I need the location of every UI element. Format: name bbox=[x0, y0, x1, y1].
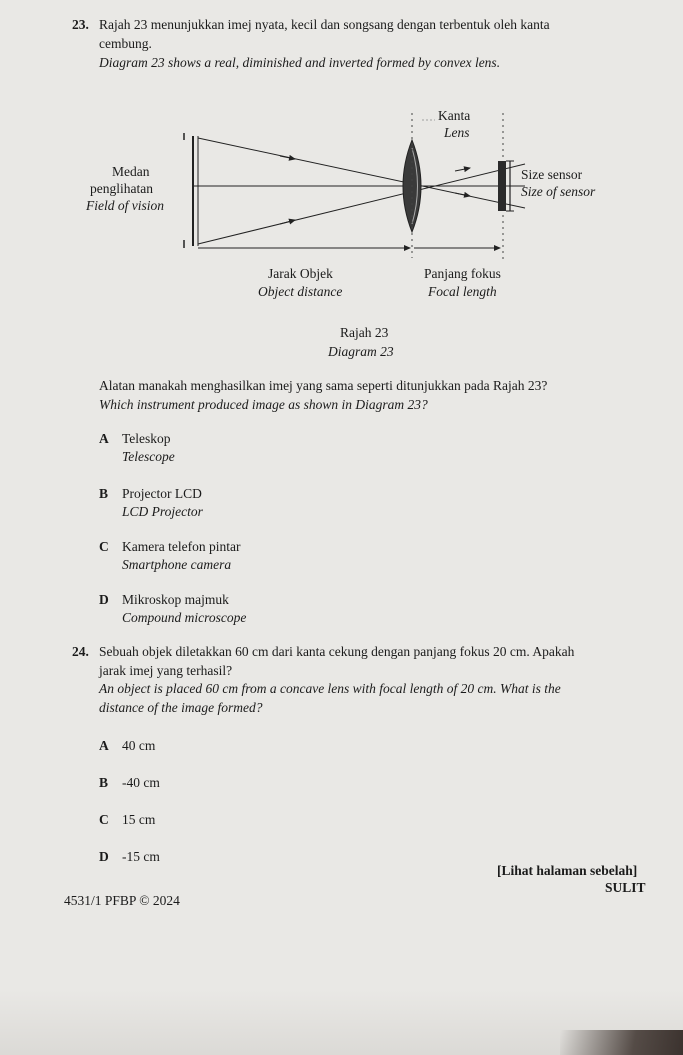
q24-option-a-letter: A bbox=[99, 738, 109, 753]
diagram-caption-english: Diagram 23 bbox=[328, 344, 394, 359]
label-lens-english: Lens bbox=[444, 125, 470, 140]
q23-option-a-english[interactable]: Telescope bbox=[122, 449, 175, 464]
label-lens-malay: Kanta bbox=[438, 108, 471, 123]
label-object-distance-malay: Jarak Objek bbox=[268, 266, 333, 281]
next-page-note: [Lihat halaman sebelah] bbox=[497, 863, 638, 878]
label-fov-malay-1: Medan bbox=[112, 164, 150, 179]
q23-option-b-english[interactable]: LCD Projector bbox=[122, 504, 203, 519]
q23-option-d-malay[interactable]: Mikroskop majmuk bbox=[122, 592, 229, 607]
q24-number: 24. bbox=[72, 644, 89, 659]
q24-option-d-value[interactable]: -15 cm bbox=[122, 849, 160, 864]
q23-option-c-malay[interactable]: Kamera telefon pintar bbox=[122, 539, 241, 554]
label-focal-length-malay: Panjang fokus bbox=[424, 266, 501, 281]
label-object-distance-english: Object distance bbox=[258, 284, 343, 299]
q23-option-c-letter: C bbox=[99, 539, 109, 554]
diagram-caption-malay: Rajah 23 bbox=[340, 325, 389, 340]
q23-option-c-english[interactable]: Smartphone camera bbox=[122, 557, 232, 572]
label-sensor-english: Size of sensor bbox=[521, 184, 596, 199]
q24-text-malay-line2: jarak imej yang terhasil? bbox=[99, 663, 233, 678]
lens-diagram bbox=[80, 98, 620, 313]
q23-question-english: Which instrument produced image as shown in Diagram 23? bbox=[99, 397, 428, 412]
q23-option-b-malay[interactable]: Projector LCD bbox=[122, 486, 202, 501]
q24-text-english-line1: An object is placed 60 cm from a concave lens with focal length of 20 cm. What is the bbox=[99, 681, 561, 696]
q23-option-d-english[interactable]: Compound microscope bbox=[122, 610, 247, 625]
q23-option-a-letter: A bbox=[99, 431, 109, 446]
image-sensor bbox=[498, 161, 506, 211]
q24-text-english-line2: distance of the image formed? bbox=[99, 700, 263, 715]
q23-text-english: Diagram 23 shows a real, diminished and inverted formed by convex lens. bbox=[99, 55, 501, 70]
q24-option-a-value[interactable]: 40 cm bbox=[122, 738, 156, 753]
desk-corner bbox=[560, 1030, 683, 1055]
q24-option-c-value[interactable]: 15 cm bbox=[122, 812, 156, 827]
q24-option-d-letter: D bbox=[99, 849, 109, 864]
q23-question-malay: Alatan manakah menghasilkan imej yang sama seperti ditunjukkan pada Rajah 23? bbox=[99, 378, 548, 393]
label-fov-malay-2: penglihatan bbox=[90, 181, 153, 196]
q24-option-b-letter: B bbox=[99, 775, 109, 790]
q24-option-b-value[interactable]: -40 cm bbox=[122, 775, 160, 790]
q23-option-b-letter: B bbox=[99, 486, 109, 501]
label-fov-english: Field of vision bbox=[86, 198, 164, 213]
sulit-mark: SULIT bbox=[605, 880, 646, 895]
q23-text-malay-line2: cembung. bbox=[99, 36, 152, 51]
label-focal-length-english: Focal length bbox=[428, 284, 497, 299]
q24-text-malay-line1: Sebuah objek diletakkan 60 cm dari kanta cekung dengan panjang fokus 20 cm. Apakah bbox=[99, 644, 575, 659]
paper-code: 4531/1 PFBP © 2024 bbox=[64, 893, 180, 908]
q23-number: 23. bbox=[72, 17, 89, 32]
label-sensor-malay: Size sensor bbox=[521, 167, 583, 182]
q23-option-a-malay[interactable]: Teleskop bbox=[122, 431, 171, 446]
q23-option-d-letter: D bbox=[99, 592, 109, 607]
q23-text-malay-line1: Rajah 23 menunjukkan imej nyata, kecil dan songsang dengan terbentuk oleh kanta bbox=[99, 17, 550, 32]
q24-option-c-letter: C bbox=[99, 812, 109, 827]
